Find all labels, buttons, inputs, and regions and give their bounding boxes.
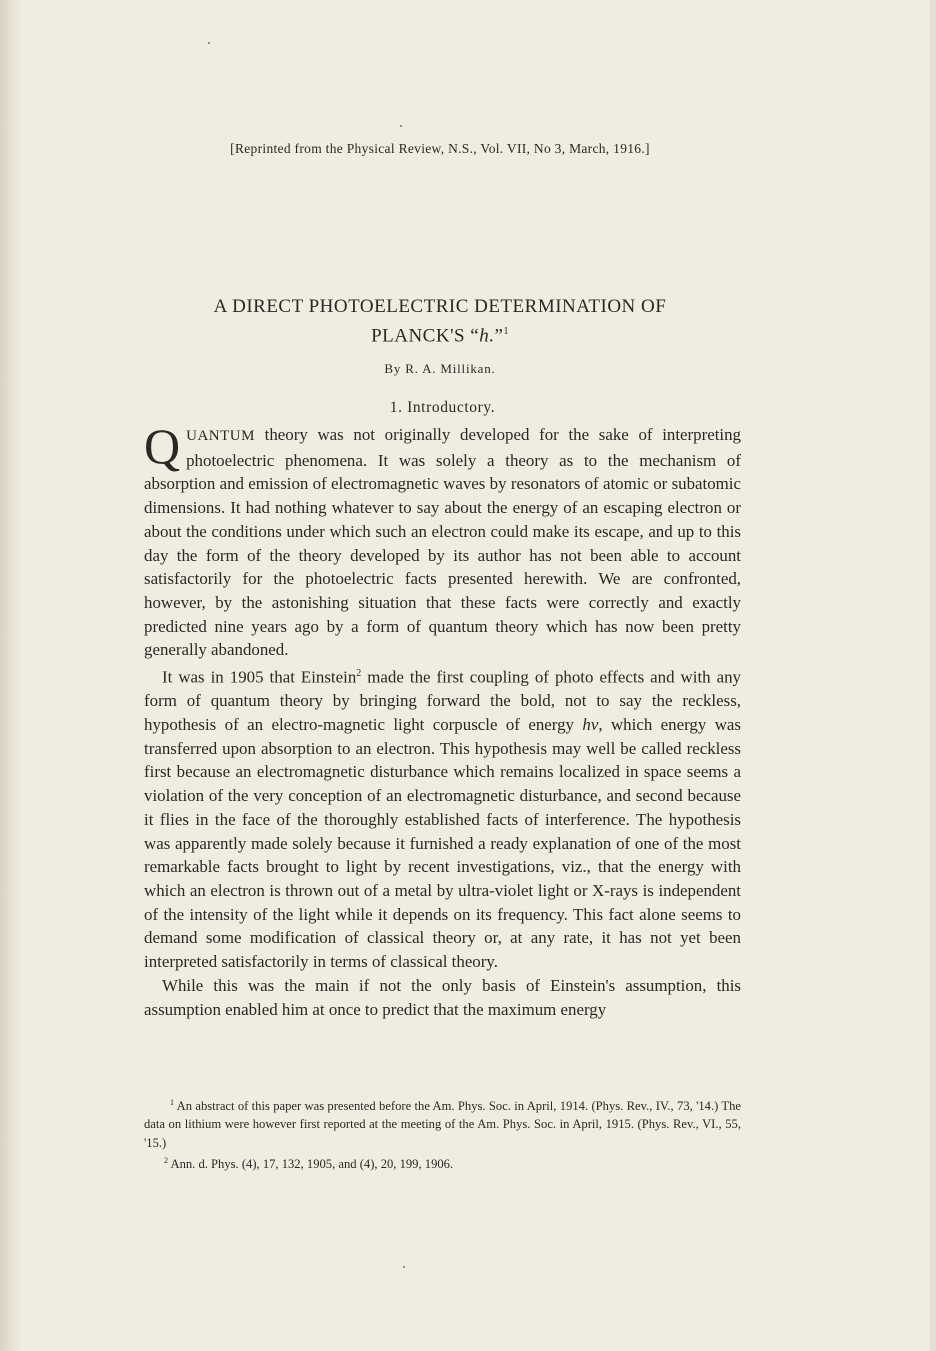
page-right-edge xyxy=(930,0,936,1351)
paper-speck xyxy=(403,1266,405,1268)
reprint-note: [Reprinted from the Physical Review, N.S., Vol. VII, No 3, March, 1916.] xyxy=(230,141,650,156)
title-symbol: h. xyxy=(479,325,495,347)
paper-speck xyxy=(400,125,402,127)
title-suffix: ” xyxy=(494,325,504,347)
paper-speck xyxy=(208,42,210,44)
footnote-1-mark: 1 xyxy=(170,1098,174,1107)
paragraph-2-part-1: It was in 1905 that Einstein xyxy=(162,667,357,687)
footnotes xyxy=(144,1094,741,1174)
title-footnote-mark: 1 xyxy=(503,326,509,337)
paragraph-2 xyxy=(144,662,741,974)
title-line-1: A DIRECT PHOTOELECTRIC DETERMINATION OF xyxy=(213,296,667,317)
footnote-ref-2: 2 xyxy=(356,668,362,680)
footnote-1 xyxy=(144,1094,741,1152)
paragraph-2-part-2: made the first coupling of photo effects and with any form of quantum theory by bringing forward the bold, not to say the reckless, hypothesis of an electro-magnetic light corpuscle of energy xyxy=(144,667,741,735)
title-line-2 xyxy=(0,319,880,348)
paragraph-1-text: theory was not originally developed for the sake of interpreting photoelectric phenomena. It was solely a theory as to the mechanism of absorption and emission of electromagnetic waves by resonators of atomic or subatomic dimensions. It had nothing whatever to say about the energy of an escaping electron or about the conditions under which such an electron could make its escape, and up to this day the form of the theory developed by its author has not been able to account satisfactorily for the photoelectric facts presented herewith. We are confronted, however, by the astonishing situation that these facts were correctly and exactly predicted nine years ago by a form of quantum theory which has now been pretty generally abandoned. xyxy=(144,425,741,660)
footnote-2-mark: 2 xyxy=(164,1156,168,1166)
footnote-2 xyxy=(144,1152,741,1173)
section-heading: 1. Introductory. xyxy=(389,399,496,416)
paragraph-1 xyxy=(144,418,741,662)
page-left-edge xyxy=(0,0,22,1351)
paragraph-2-part-3: , which energy was transferred upon absorption to an electron. This hypothesis may well be called reckless first because an electromagnetic disturbance which remains localized in space seems a violation of the very conception of an electromagnetic disturbance, and second because it flies in the face of the thoroughly established facts of interference. The hypothesis was apparently made solely because it furnished a ready explanation of one of the most remarkable facts brought to light by recent investigations, viz., that the energy with which an electron is thrown out of a metal by ultra-violet light or X-rays is independent of the intensity of the light while it depends on its frequency. This fact alone seems to demand some modification of classical theory or, at any rate, it has not yet been interpreted satisfactorily in terms of classical theory. xyxy=(144,715,741,972)
footnote-2-text: Ann. d. Phys. (4), 17, 132, 1905, and (4), 20, 199, 1906. xyxy=(170,1157,454,1172)
article-body xyxy=(144,418,741,1021)
title-prefix: PLANCK'S “ xyxy=(371,325,480,347)
energy-symbol: hν xyxy=(582,715,599,735)
article-title xyxy=(0,294,880,348)
drop-cap: Q xyxy=(144,418,181,474)
paragraph-3: While this was the main if not the only basis of Einstein's assumption, this assumption enabled him at once to predict that the maximum energy xyxy=(144,975,741,1019)
footnote-1-text: An abstract of this paper was presented before the Am. Phys. Soc. in April, 1914. (Phys. Rev., IV., 73, '14.) The data on lithium were however first reported at the meeting of the Am. Phys. Soc. in April, 1915. (Phys. Rev., VI., 55, '15.) xyxy=(144,1099,741,1150)
byline: By R. A. Millikan. xyxy=(384,361,496,376)
lead-caps: UANTUM xyxy=(186,428,255,444)
